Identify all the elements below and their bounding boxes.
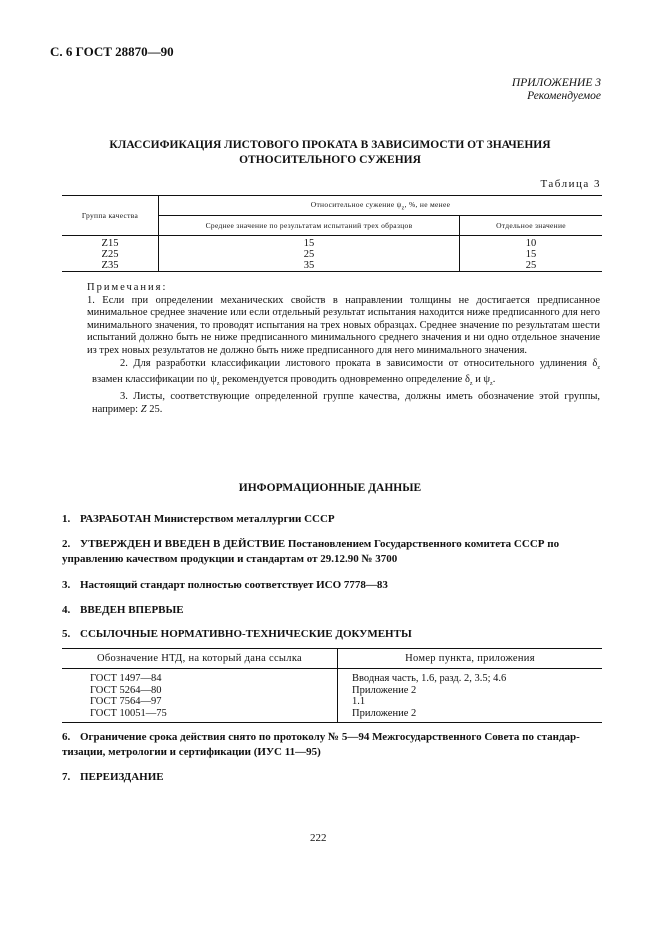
table3-cell-single: 15 — [525, 249, 537, 260]
table3-cell-group: Z35 — [62, 260, 159, 272]
table3-cell-avg: 35 — [159, 260, 460, 272]
references-header-point: Номер пункта, приложения — [338, 649, 603, 669]
table3-cell-group: Z25 — [62, 249, 159, 260]
table3 — [62, 195, 602, 272]
notes-block — [87, 282, 600, 416]
table-row — [62, 669, 602, 685]
table3-cell-single: 10 — [525, 238, 537, 249]
table-row — [62, 236, 602, 250]
table-row — [62, 260, 602, 272]
table3-header-avg: Среднее значение по результатам испытаний трех образцов — [159, 216, 460, 236]
page-number: 222 — [310, 832, 327, 844]
info-title: ИНФОРМАЦИОННЫЕ ДАННЫЕ — [238, 482, 422, 494]
info-item-3: 3. Настоящий стандарт полностью соответствует ИСО 7778—83 — [62, 579, 388, 591]
table3-cell-group: Z15 — [62, 236, 159, 250]
table3-cell-avg: 25 — [159, 249, 460, 260]
references-cell-ntd: ГОСТ 1497—84 — [62, 669, 338, 685]
appendix-label — [512, 77, 601, 103]
table-row — [62, 696, 602, 708]
references-table — [62, 648, 602, 723]
table3-cell-single: 25 — [460, 260, 603, 272]
references-cell-ntd: ГОСТ 10051—75 — [62, 708, 338, 723]
page-header: С. 6 ГОСТ 28870—90 — [50, 44, 174, 59]
references-cell-point: Вводная часть, 1.6, разд. 2, 3.5; 4.6 — [352, 673, 507, 684]
info-item-7: 7. ПЕРЕИЗДАНИЕ — [62, 771, 164, 783]
appendix-status: Рекомендуемое — [527, 90, 601, 102]
table-row — [62, 708, 602, 723]
table-row — [62, 685, 602, 697]
note-3: 3. Листы, соответствующие определенной группе качества, должны иметь обозначение этой группы, например: Z 25. — [92, 390, 600, 415]
section-title — [60, 138, 600, 168]
info-item-4: 4. ВВЕДЕН ВПЕРВЫЕ — [62, 604, 184, 616]
section-title-line1: КЛАССИФИКАЦИЯ ЛИСТОВОГО ПРОКАТА В ЗАВИСИМОСТИ ОТ ЗНАЧЕНИЯ — [109, 139, 551, 151]
references-cell-point: 1.1 — [352, 696, 366, 707]
references-cell-point: Приложение 2 — [352, 684, 417, 696]
table-row — [62, 249, 602, 260]
info-item-1: 1. РАЗРАБОТАН Министерством металлургии СССР — [62, 513, 335, 525]
appendix-number: ПРИЛОЖЕНИЕ 3 — [511, 77, 601, 89]
info-item-2: 2. УТВЕРЖДЕН И ВВЕДЕН В ДЕЙСТВИЕ Постановлением Государственного комитета СССР по управлению качеством продукции и стандартам от 29.12.90 № 3700 — [62, 538, 560, 565]
table3-header-span: Относительное сужение $\psi_z$, %, не менее — [159, 196, 603, 216]
references-header-ntd: Обозначение НТД, на который дана ссылка — [62, 649, 338, 669]
references-cell-ntd: ГОСТ 7564—97 — [62, 696, 338, 708]
table3-header-single: Отдельное значение — [460, 216, 603, 236]
table3-label: Таблица 3 — [540, 178, 601, 190]
table3-header-group: Группа качества — [62, 196, 159, 236]
section-title-line2: ОТНОСИТЕЛЬНОГО СУЖЕНИЯ — [239, 154, 421, 166]
info-item-6: 6. Ограничение срока действия снято по протоколу № 5—94 Межгосударственного Совета по стандар- тизации, метрологии и сертификации (ИУС 11—95) — [62, 731, 580, 758]
table3-cell-avg: 15 — [159, 236, 460, 250]
references-cell-point: Приложение 2 — [338, 708, 603, 723]
note-1: 1. Если при определении механических свойств в направлении толщины не достигается предписанное минимальное среднее значение или если отдельный результат испытания находится ниже предписанного для него минимального значения, то проводят испытания на трех новых образцах. Среднее значение по результатам шести испытаний должно быть не ниже предписанного минимального среднего значения и ни одно отдельное значение из трех новых результатов не должно быть ниже предписанного для него минимального значения. — [87, 294, 600, 356]
note-2: 2. Для разработки классификации листового проката в зависимости от относительного удлинения $\delta_z$ взамен классификации по $\psi_z$ рекомендуется проводить одновременно определение $\delta_z$ и $\psi_z$. — [92, 357, 600, 388]
notes-heading: Примечания: — [87, 282, 168, 293]
info-item-5: 5. ССЫЛОЧНЫЕ НОРМАТИВНО-ТЕХНИЧЕСКИЕ ДОКУМЕНТЫ — [62, 628, 412, 640]
references-cell-ntd: ГОСТ 5264—80 — [62, 685, 338, 697]
